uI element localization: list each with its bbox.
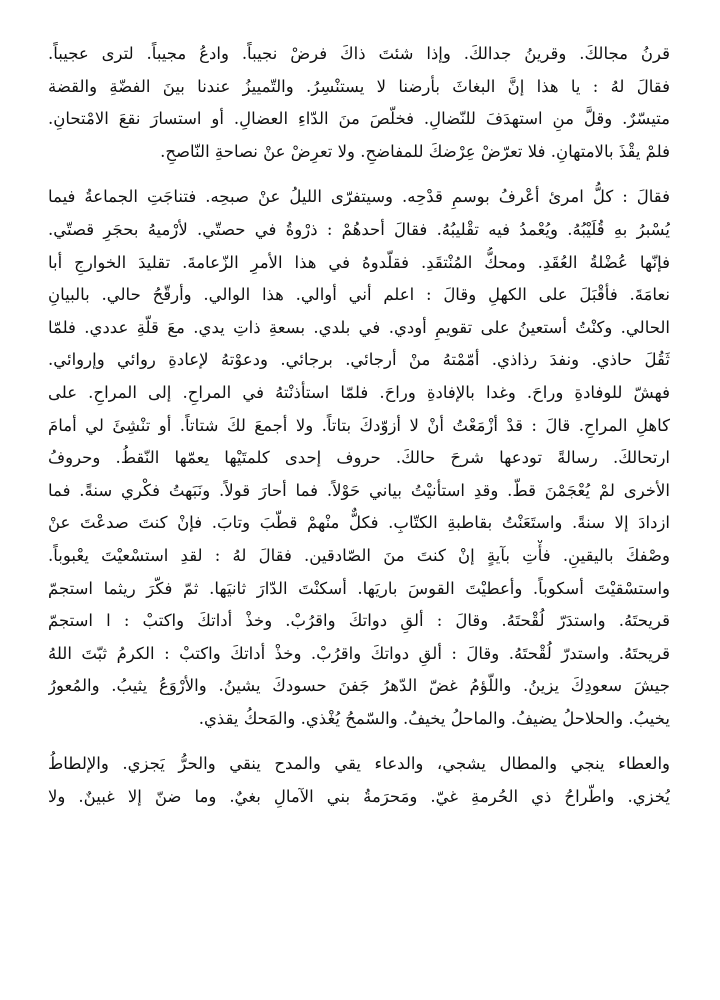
paragraph-1 <box>48 38 670 168</box>
text-line: كاهلِ المراحِ. قالَ : قدْ أزْمَعْتُ أنْ لا أزوّدكَ بتاتاً. ولا أجمعَ لكَ شتاتاً. أو تنْشِئَ لي أمامَ <box>48 415 670 435</box>
text-line: قرنُ مجالكَ. وقرينُ جدالكَ. وإذا شئتَ ذاكَ فرضْ نجيباً. وادعُ مجيباً. لترى عجيباً. <box>48 44 670 63</box>
text-line: الحالي. وكنْتُ أستعينُ على تقويمِ أودي. في بلدي. بسعةِ ذاتِ يدي. معَ قلّةِ عددي. فلمّا <box>48 317 670 337</box>
text-line: ثَقُلَ حاذي. ونفدَ رذاذي. أمّمْتهُ منْ أرجائي. برجائي. ودعوْتهُ لإعادةِ روائي وإروائي. <box>48 350 670 370</box>
text-line: ازدادَ إلا سنةً. واستَعَنْتُ بقاطبةِ الكتّابِ. فكلٌّ منْهمْ قطّبَ وتابَ. فإنْ كنتَ صدعْتَ عنْ <box>48 513 670 533</box>
paragraph-3 <box>48 748 670 813</box>
text-line: الأخرى لمْ يُعْجَمْنَ قطّ. وقدِ استأنيْتُ بياني حَوْلاً. فما أحارَ قولاً. ونَبَهتُ فكْري سنةً. فما <box>48 480 670 500</box>
text-line: والعطاء ينجي والمطال يشجي، والدعاء يقي والمدح ينقي والحرُّ يَجزي. والإلطاطُ <box>48 754 670 774</box>
text-line: يُخزي. واطّراحُ ذي الحُرمةِ غيّ. ومَحرَمةُ بني الآمالِ بغيٌ. وما ضنّ إلا غبينٌ. ولا <box>48 787 670 807</box>
text-line: فلمْ يقْذَ بالامتهانِ. فلا تعرّضْ عِرْضكَ للمفاضحِ. ولا تعرِضْ عنْ نصاحةِ النّاصحِ. <box>160 141 670 161</box>
text-line: يخيبُ. والحلاحلُ يضيفُ. والماحلُ يخيفُ. والسّمحُ يُغْذي. والمَحكُ يقذي. <box>198 708 670 728</box>
text-line: فإنّها عُضْلةُ العُقَدِ. ومحكُّ المُنْتقَدِ. فقلّدوهُ في هذا الأمرِ الزّعامةَ. تقليدَ الخوارجِ أبا <box>48 252 670 272</box>
text-line: قريحتَهُ. واستدرّ لُقْحتَهُ. وقالَ : ألقِ دواتكَ واقرُبْ. وخذْ أداتكَ واكتبْ : الكرمُ ثبّتَ اللهُ <box>48 643 670 663</box>
text-line: متيسّرٌ. وقلَّ منِ استهدَفَ للنّضالِ. فخلّصَ منَ الدّاءِ العضالِ. أو استسارَ نقعَ الامْتحانِ. <box>48 109 670 129</box>
document-page <box>48 38 670 827</box>
paragraph-2 <box>48 181 670 735</box>
text-line: فقالَ لهُ : يا هذا إنَّ البغاثَ بأرضنا لا يستنْسِرُ. والتّمييزُ عندنا بينَ الفضّةِ والقضة <box>48 76 670 96</box>
text-line: ارتحالكَ. رسالةً تودعها شرحَ حالكَ. حروف إحدى كلمتَيْها يعمّها النّقطُ. وحروفُ <box>48 448 670 468</box>
text-line: فهشّ للوفادةِ وراحَ. وغدا بالإفادةِ وراحَ. فلمّا استأذنْتهُ في المراحِ. إلى المراحِ. على <box>48 382 670 402</box>
text-line: جيشَ سعودِكَ يزينُ. واللّؤمُ غضّ الدّهرُ جَفنَ حسودكَ يشينُ. والأرْوَعُ يثيبُ. والمُعورُ <box>48 676 670 696</box>
text-line: فقالَ : كلُّ امرئ أعْرفُ بوسمِ قدْحِه. وسيتفرّى الليلُ عنْ صبحِه. فتناجَتِ الجماعةُ فيما <box>48 187 670 207</box>
text-line: واستسْقيْتَ أسكوباً. وأعطيْتَ القوسَ باريَها. أسكنْتَ الدّارَ ثانيَها. ثمّ فكّرَ ريثما استجمّ <box>48 578 670 598</box>
text-line: نعامَةَ. فأقْبَلَ على الكهلِ وقالَ : اعلم أني أوالي. هذا الوالي. وأرقّحُ حالي. بالبيانِ <box>48 285 670 305</box>
text-line: قريحتَهُ. واستدَرّ لُقْحتَهُ. وقالَ : ألقِ دواتكَ واقرُبْ. وخذْ أداتكَ واكتبْ : ا استجمّ <box>48 611 670 631</box>
text-line: يُسْبرُ بهِ قُلَيْبُهُ. ويُعْمدُ فيه تقْليبُهُ. فقالَ أحدهُمْ : ذرْوةُ في حصتّي. لأرْميهُ بحجَرِ قصتّي. <box>48 219 670 239</box>
text-line: وصْفكَ باليقينِ. فأْتِ بآيةٍ إنْ كنتَ منَ الصّادقين. فقالَ لهُ : لقدِ استسْعيْتَ يعْبوباً. <box>48 545 670 565</box>
